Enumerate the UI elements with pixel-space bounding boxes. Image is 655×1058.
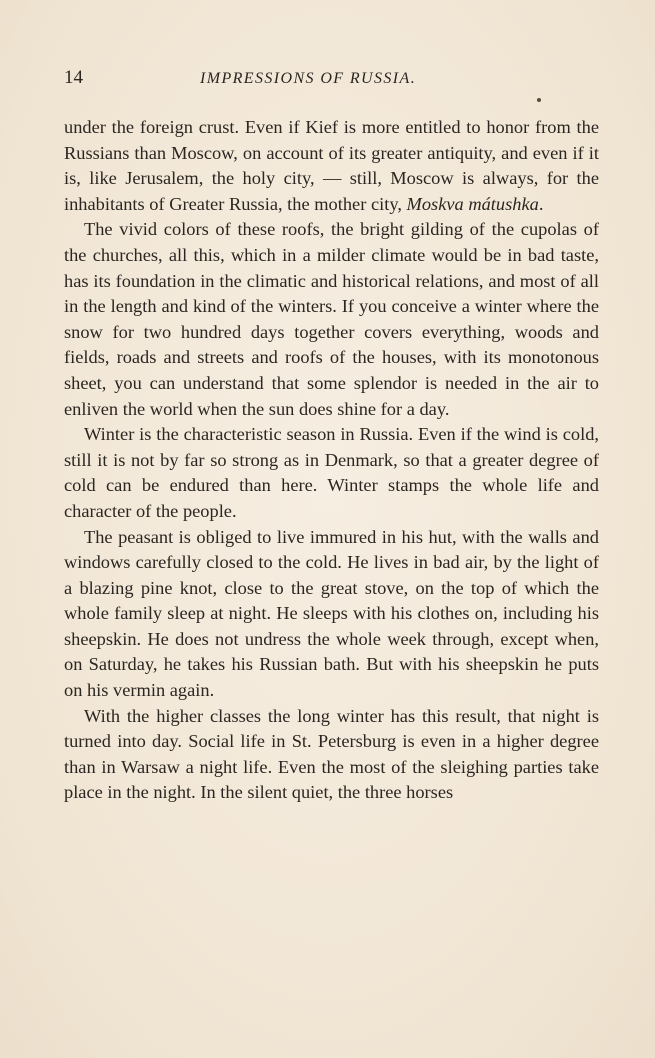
paragraph-1-text: under the foreign crust. Even if Kief is more entitled to honor from the Russians than Moscow, on account of its greater antiquity, and even if it is, like Jerusalem, the holy city, — still, Moscow is always, for the inhabitants of Greater Russia, the mother city, [64,117,599,214]
paragraph-5: With the higher classes the long winter has this result, that night is turned into day. Social life in St. Petersburg is even in a higher degree than in Warsaw a night life. Even the most of the sleighing parties take place in the night. In the silent quiet, the three horses [64,705,599,803]
running-title: IMPRESSIONS OF RUSSIA. [200,70,417,87]
body-text [64,115,599,806]
paragraph-1 [64,115,599,217]
page-header [64,66,600,94]
paragraph-3: Winter is the characteristic season in Russia. Even if the wind is cold, still it is not by far so strong as in Denmark, so that a greater degree of cold can be endured than here. Winter stamps the whole life and character of the people. [64,424,599,521]
paragraph-4: The peasant is obliged to live immured in his hut, with the walls and windows carefully closed to the cold. He lives in bad air, by the light of a blazing pine knot, close to the great stove, on the top of which the whole family sleep at night. He sleeps with his clothes on, including his sheepskin. He does not undress the whole week through, except when, on Saturday, he takes his Russian bath. But with his sheepskin he puts on his vermin again. [64,526,599,701]
paragraph-1-end: . [538,193,544,214]
paragraph-2: The vivid colors of these roofs, the bright gilding of the cupolas of the churches, all this, which in a milder climate would be in bad taste, has its foundation in the climatic and historical relations, and most of all in the length and kind of the winters. If you conceive a winter where the snow for two hundred days together covers everything, woods and fields, roads and streets and roofs of the houses, with its monotonous sheet, you can understand that some splendor is needed in the air to enliven the world when the sun does shine for a day. [64,219,599,419]
ink-speck [537,98,541,102]
paragraph-1-italic-phrase: Moskva mátushka [406,193,539,214]
page-number: 14 [64,67,83,88]
